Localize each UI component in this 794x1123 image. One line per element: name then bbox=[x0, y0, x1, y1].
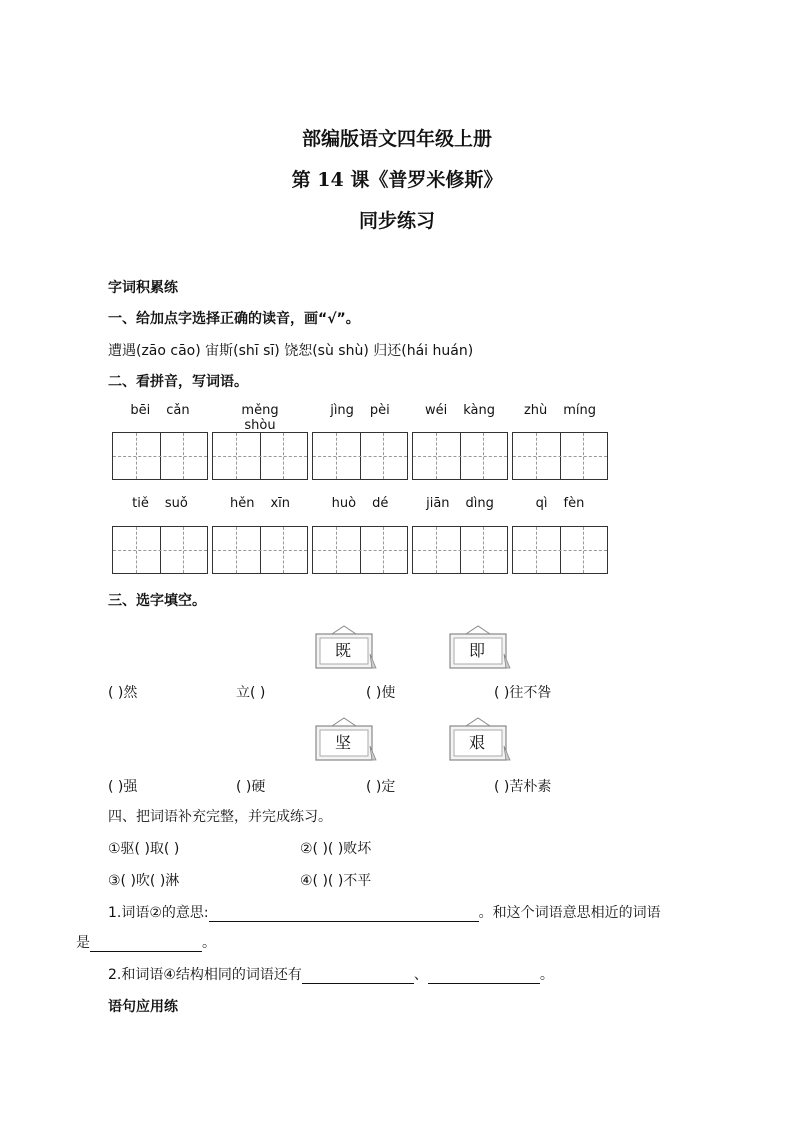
fill-blank[interactable]: ( )硬 bbox=[236, 779, 266, 795]
pinyin-pair: bēi cǎn bbox=[130, 403, 190, 418]
writing-box[interactable] bbox=[112, 526, 208, 574]
pinyin-pair: měngshòu bbox=[241, 403, 279, 433]
q1-items: 遭遇(zāo cāo) 宙斯(shī sī) 饶恕(sù shù) 归还(hái huán) bbox=[108, 343, 474, 359]
q4-title: 四、把词语补充完整，并完成练习。 bbox=[108, 809, 332, 825]
writing-grid-row-2 bbox=[112, 526, 612, 574]
pinyin-pair: jìng pèi bbox=[330, 403, 390, 418]
char-card-ji bbox=[312, 624, 378, 674]
answer-blank[interactable] bbox=[428, 967, 540, 984]
writing-box[interactable] bbox=[212, 526, 308, 574]
section-sentence-heading: 语句应用练 bbox=[108, 999, 178, 1015]
card-char: 坚 bbox=[334, 733, 351, 752]
pinyin-pair: huò dé bbox=[331, 496, 389, 511]
writing-box[interactable] bbox=[412, 432, 508, 480]
char-card-ji2 bbox=[446, 624, 512, 674]
fill-blank[interactable]: ( )定 bbox=[366, 779, 396, 795]
char-card-jian2 bbox=[446, 716, 512, 766]
writing-box[interactable] bbox=[512, 432, 608, 480]
fill-blank[interactable]: ( )苦朴素 bbox=[494, 779, 552, 795]
pinyin-pair: jiān dìng bbox=[426, 496, 494, 511]
fill-blank[interactable]: ( )使 bbox=[366, 685, 396, 701]
q4-part1-line2: 是 。 bbox=[76, 935, 216, 951]
fill-blank[interactable]: ( )往不咎 bbox=[494, 685, 552, 701]
pinyin-row-1 bbox=[112, 403, 612, 433]
writing-grid-row-1 bbox=[112, 432, 612, 480]
pinyin-pair: zhù míng bbox=[523, 403, 597, 418]
lesson-title: 第 14 课《普罗米修斯》 bbox=[291, 169, 503, 191]
q2-title: 二、看拼音，写词语。 bbox=[108, 374, 248, 390]
writing-box[interactable] bbox=[312, 432, 408, 480]
writing-box[interactable] bbox=[512, 526, 608, 574]
answer-blank[interactable] bbox=[302, 967, 414, 984]
fill-blank[interactable]: ( )强 bbox=[108, 779, 138, 795]
q4-part2: 2.和词语④结构相同的词语还有 、 。 bbox=[108, 967, 554, 983]
answer-blank[interactable] bbox=[209, 905, 479, 922]
fill-blank[interactable]: 立( ) bbox=[236, 685, 266, 701]
pinyin-pair: hěn xīn bbox=[229, 496, 291, 511]
doc-title: 部编版语文四年级上册 bbox=[301, 128, 492, 150]
section-word-heading: 字词积累练 bbox=[108, 280, 178, 296]
char-card-jian bbox=[312, 716, 378, 766]
card-char: 既 bbox=[334, 641, 351, 660]
writing-box[interactable] bbox=[212, 432, 308, 480]
idiom-3[interactable]: ③( )吹( )淋 bbox=[108, 873, 180, 889]
idiom-4[interactable]: ④( )( )不平 bbox=[300, 873, 372, 889]
writing-box[interactable] bbox=[412, 526, 508, 574]
pinyin-row-2 bbox=[112, 496, 612, 514]
answer-blank[interactable] bbox=[90, 935, 202, 952]
exercise-title: 同步练习 bbox=[358, 210, 435, 232]
q1-title: 一、给加点字选择正确的读音，画“√”。 bbox=[108, 311, 360, 327]
card-char: 艰 bbox=[468, 733, 485, 752]
card-char: 即 bbox=[468, 641, 485, 660]
writing-box[interactable] bbox=[312, 526, 408, 574]
writing-box[interactable] bbox=[112, 432, 208, 480]
q4-part1-line1: 1.词语②的意思: 。和这个词语意思相近的词语 bbox=[108, 905, 661, 921]
fill-blank[interactable]: ( )然 bbox=[108, 685, 138, 701]
idiom-1[interactable]: ①驱( )取( ) bbox=[108, 841, 180, 857]
pinyin-pair: qì fèn bbox=[535, 496, 585, 511]
idiom-2[interactable]: ②( )( )败坏 bbox=[300, 841, 372, 857]
pinyin-pair: wéi kàng bbox=[424, 403, 495, 418]
q3-title: 三、选字填空。 bbox=[108, 593, 206, 609]
pinyin-pair: tiě suǒ bbox=[132, 496, 188, 511]
